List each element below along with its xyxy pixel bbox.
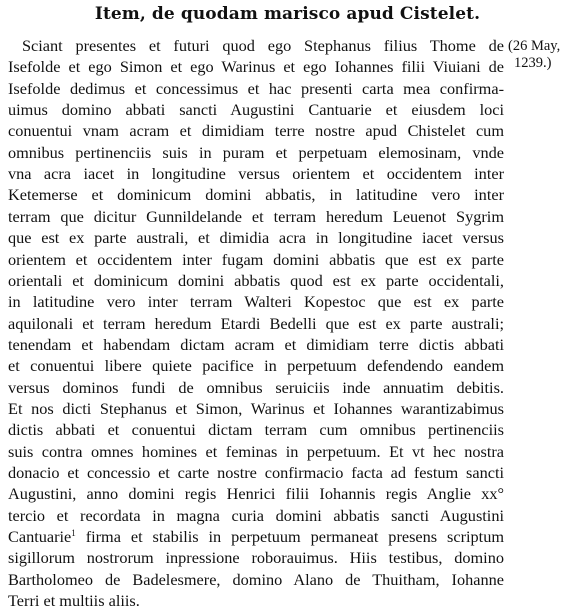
text-line [8, 98, 504, 121]
text-line-content: orientem et occidentem inter fugam domini abbatis que est ex parte [8, 249, 504, 269]
text-line-content: Cantuarie [8, 527, 72, 547]
text-line [8, 589, 504, 612]
text-line-content: vna acra iacet in longitudine versus orientem et occidentem inter [8, 164, 504, 184]
text-line-content: conuentui vnam acram et dimidiam terre nostre apud Chistelet cum [8, 121, 504, 141]
text-line [8, 77, 504, 100]
text-line [8, 141, 504, 164]
text-line [8, 418, 504, 441]
text-line [8, 546, 504, 569]
text-line [22, 34, 504, 57]
text-line [8, 376, 504, 399]
text-line [8, 440, 504, 463]
text-line [8, 482, 504, 505]
text-line-content: que est ex parte australi, et dimidia acra in longitudine iacet versus [8, 228, 504, 248]
text-line-content: et conuentui libere quiete pacifice in perpetuum defendendo eandem [8, 356, 504, 376]
text-line [8, 183, 504, 206]
text-line [8, 461, 504, 484]
text-line-content: Isefolde et ego Simon et ego Warinus et ego Iohannes filii Viuiani de [8, 57, 504, 77]
text-line [8, 269, 504, 292]
margin-note-line-1: (26 May, [508, 38, 561, 54]
text-line [8, 226, 504, 249]
text-line-content: donacio et concessio et carte nostre confirmacio facta ad festum sancti [8, 463, 504, 482]
text-line-content: Ketemerse et dominicum domini abbatis, in latitudine vero inter [8, 185, 504, 205]
text-line-content: Isefolde dedimus et concessimus et hac presenti carta mea confirma- [8, 78, 504, 98]
text-line-content: Bartholomeo de Badelesmere, domino Alano de Thuitham, Iohanne [8, 569, 504, 589]
text-line [8, 354, 504, 377]
text-line [8, 525, 504, 548]
text-line-content: uimus domino abbati sancti Augustini Cantuarie et eiusdem loci [8, 100, 504, 120]
text-line-content: orientali et dominicum domini abbatis quod est ex parte occidentali, [8, 270, 504, 290]
text-line-content: terram que dicitur Gunnildelande et terram heredum Leuenot Sygrim [8, 206, 504, 226]
text-line-content: tercio et recordata in magna curia domini abbatis sancti Augustini [8, 505, 504, 525]
margin-note-line-2: 1239.) [514, 55, 552, 71]
text-line [8, 162, 504, 185]
text-line [8, 333, 504, 356]
text-line-content: suis contra omnes homines et feminas in perpetuum. Et vt hec nostra [8, 441, 504, 461]
text-line [8, 290, 504, 313]
text-line-content: omnibus pertinenciis suis in puram et perpetuam elemosinam, vnde [8, 142, 504, 162]
text-line-content: aquilonali et terram heredum Etardi Bedelli que est ex parte australi; [8, 313, 504, 333]
text-line [8, 397, 504, 420]
text-line-content: Et nos dicti Stephanus et Simon, Warinus et Iohannes warantizabimus [8, 398, 504, 418]
text-line-content: Terri et multiis aliis. [8, 591, 140, 611]
text-line [8, 55, 504, 78]
text-line [8, 504, 504, 527]
text-line [8, 119, 504, 142]
text-line-content: in latitudine vero inter terram Walteri Kopestoc que est ex parte [8, 292, 504, 312]
text-line-content: Sciant presentes et futuri quod ego Stephanus filius Thome de [22, 36, 504, 55]
margin-date-note [508, 38, 574, 72]
text-line-content: sigillorum nostrorum inpressione roborauimus. Hiis testibus, domino [8, 548, 504, 568]
footnote-marker: 1 [71, 528, 76, 539]
text-line-content: tenendam et habendam dictam acram et dimidiam terre dictis abbati [8, 334, 504, 354]
text-line [8, 568, 504, 591]
text-line [8, 312, 504, 335]
text-line-continuation: firma et stabilis in perpetuum permaneat presens scriptum [75, 527, 504, 547]
text-line [8, 248, 504, 271]
text-line-content: dictis abbati et conuentui dictam terram cum omnibus pertinenciis [8, 420, 504, 440]
text-line [8, 205, 504, 228]
document-title: Item, de quodam marisco apud Cistelet. [94, 4, 481, 24]
text-line-content: versus dominos fundi de omnibus seruiciis inde annuatim debitis. [8, 377, 504, 397]
text-line-content: Augustini, anno domini regis Henrici filii Iohannis regis Anglie xx° [8, 484, 504, 504]
